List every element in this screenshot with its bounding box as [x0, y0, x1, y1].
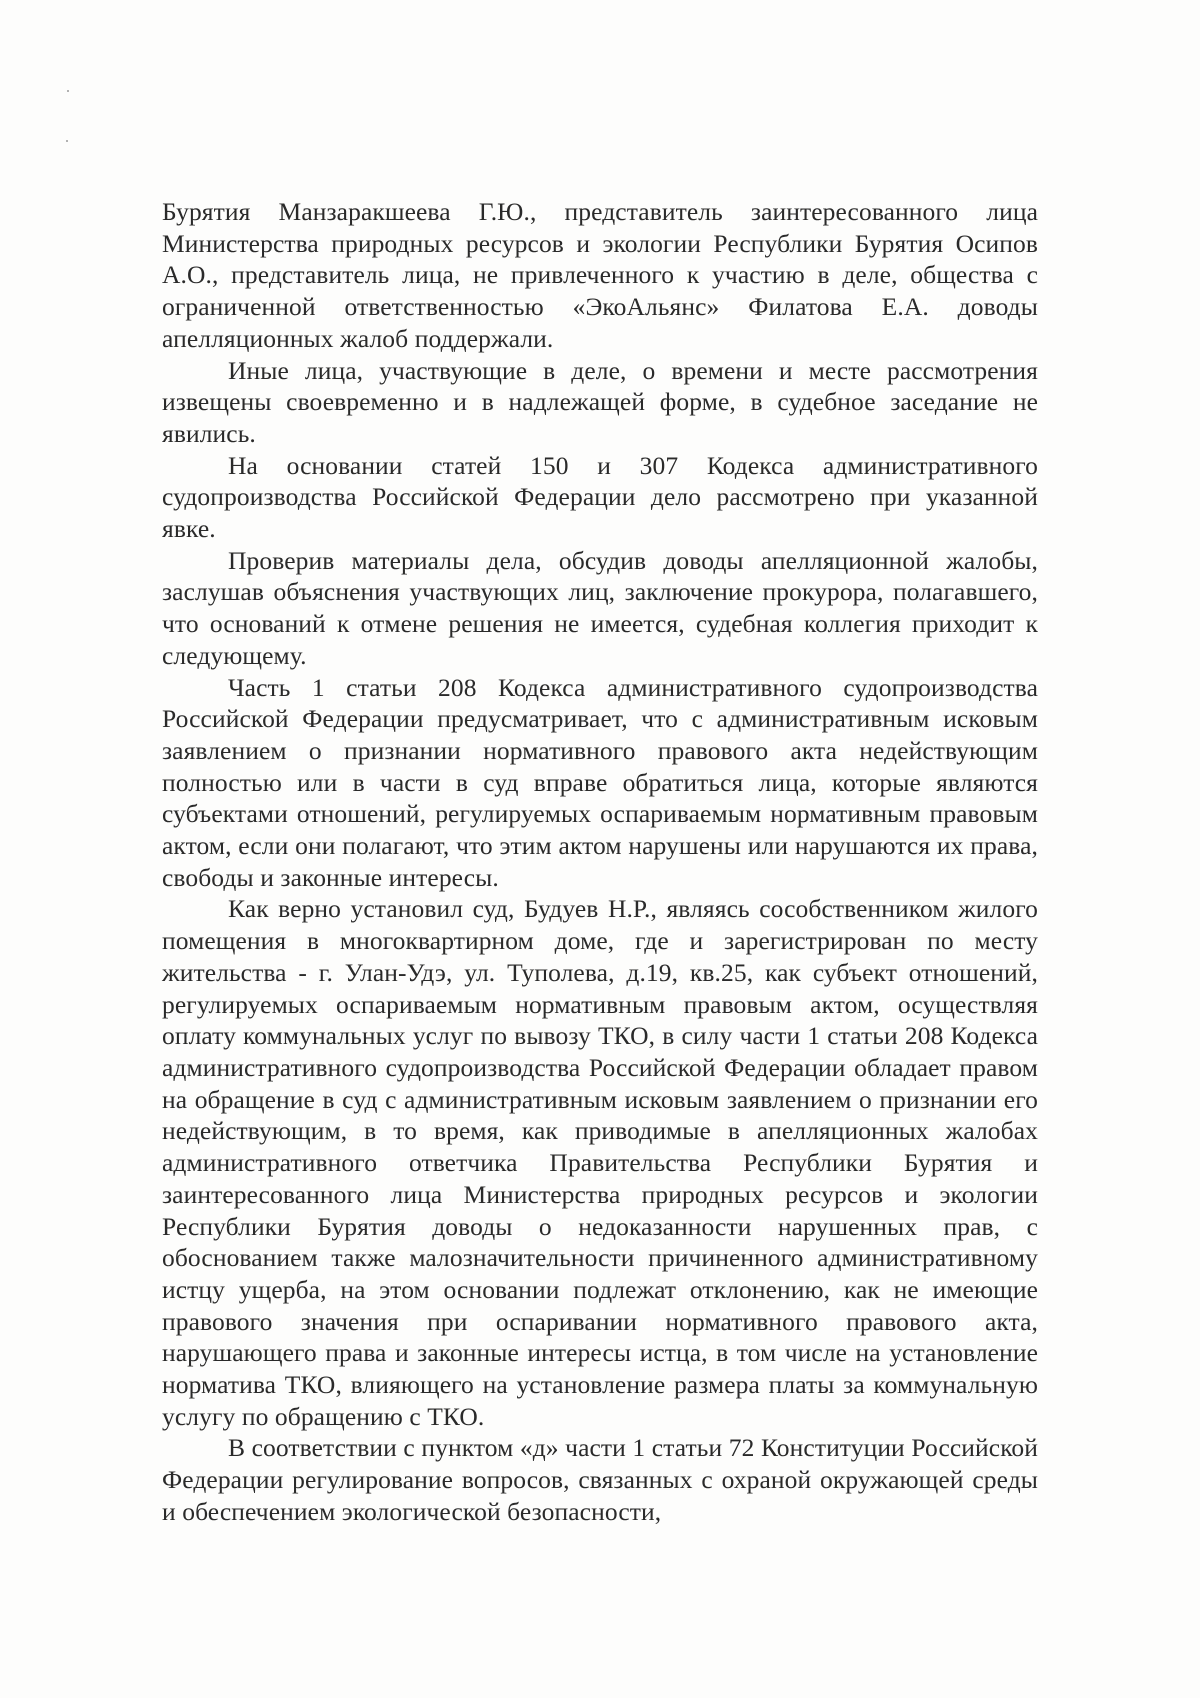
- paragraph: Иные лица, участвующие в деле, о времени и месте рассмотрения извещены своевременно и в надлежащей форме, в судебное заседание не явились.: [162, 355, 1038, 448]
- paragraph: Проверив материалы дела, обсудив доводы апелляционной жалобы, заслушав объяснения участвующих лиц, заключение прокурора, полагавшего, что оснований к отмене решения не имеется, судебная коллегия приходит к следующему.: [162, 545, 1038, 670]
- paragraph: На основании статей 150 и 307 Кодекса административного судопроизводства Российской Федерации дело рассмотрено при указанной явке.: [162, 450, 1038, 544]
- document-body: [162, 196, 1038, 1528]
- scan-mark: [67, 90, 69, 92]
- paragraph: В соответствии с пунктом «д» части 1 статьи 72 Конституции Российской Федерации регулирование вопросов, связанных с охраной окружающей среды и обеспечением экологической безопасности,: [162, 1433, 1038, 1526]
- paragraph-continuation: Бурятия Манзаракшеева Г.Ю., представитель заинтересованного лица Министерства природных ресурсов и экологии Республики Бурятия Осипов А.О., представитель лица, не привлеченного к участию в деле, общества с ограниченной ответственностью «ЭкоАльянс» Филатова Е.А. доводы апелляционных жалоб поддержали.: [162, 197, 1038, 353]
- paragraph: Часть 1 статьи 208 Кодекса административного судопроизводства Российской Федерации предусматривает, что с административным исковым заявлением о признании нормативного правового акта недействующим полностью или в части в суд вправе обратиться лица, которые являются субъектами отношений, регулируемых оспариваемым нормативным правовым актом, если они полагают, что этим актом нарушены или нарушаются их права, свободы и законные интересы.: [162, 672, 1038, 892]
- paragraph: Как верно установил суд, Будуев Н.Р., являясь сособственником жилого помещения в многоквартирном доме, где и зарегистрирован по месту жительства - г. Улан-Удэ, ул. Туполева, д.19, кв.25, как субъект отношений, регулируемых оспариваемым нормативным правовым актом, осуществляя оплату коммунальных услуг по вывозу ТКО, в силу части 1 статьи 208 Кодекса административного судопроизводства Российской Федерации обладает правом на обращение в суд с административным исковым заявлением о признании его недействующим, в то время, как приводимые в апелляционных жалобах административного ответчика Правительства Республики Бурятия и заинтересованного лица Министерства природных ресурсов и экологии Республики Бурятия доводы о недоказанности нарушенных прав, с обоснованием также малозначительности причиненного административному истцу ущерба, на этом основании подлежат отклонению, как не имеющие правового значения при оспаривании нормативного правового акта, нарушающего права и законные интересы истца, в том числе на установление норматива ТКО, влияющего на установление размера платы за коммунальную услугу по обращению с ТКО.: [162, 894, 1038, 1431]
- scan-mark: [66, 140, 68, 142]
